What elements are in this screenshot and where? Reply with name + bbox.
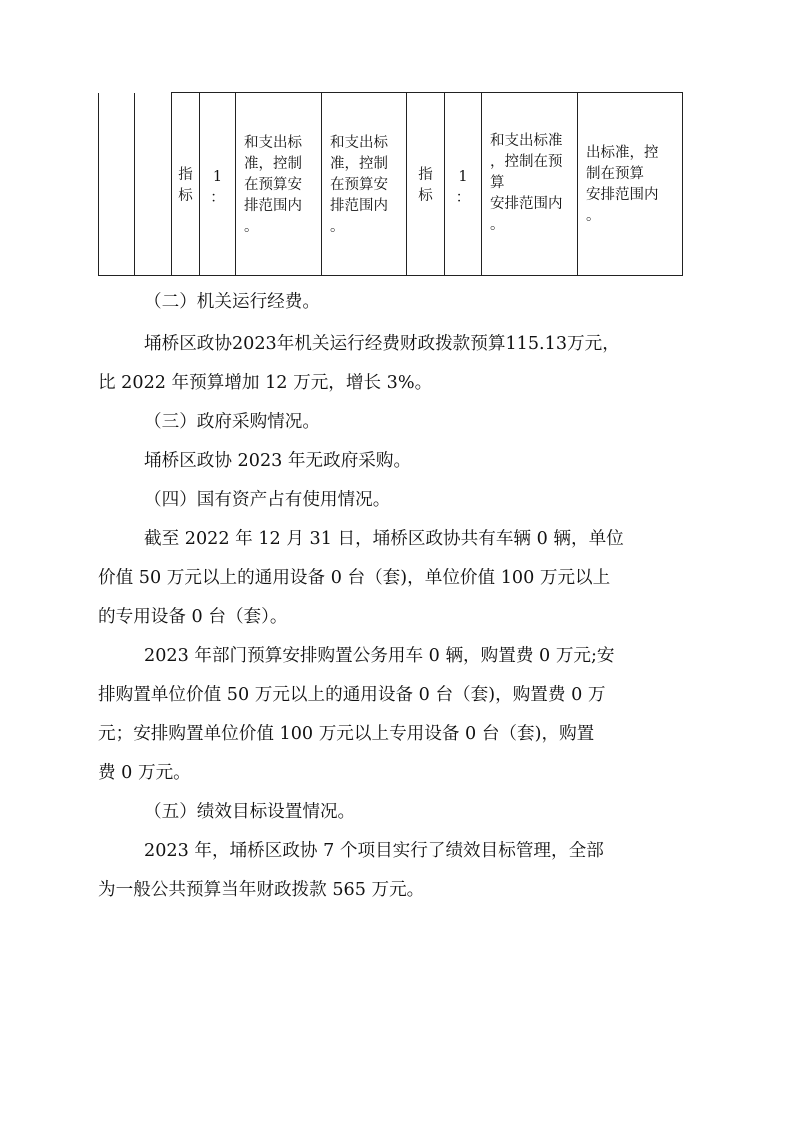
paragraph-line: 元；安排购置单位价值 100 万元以上专用设备 0 台（套)，购置 xyxy=(98,724,595,744)
table-cell-number-1 xyxy=(200,93,236,276)
section-heading-state-assets: （四）国有资产占有使用情况。 xyxy=(144,490,391,510)
paragraph-line: 埇桥区政协2023年机关运行经费财政拨款预算115.13万元， xyxy=(144,334,620,354)
paragraph-line: 埇桥区政协 2023 年无政府采购。 xyxy=(144,451,412,471)
paragraph-line: 排购置单位价值 50 万元以上的通用设备 0 台（套)，购置费 0 万 xyxy=(98,685,606,705)
table-cell-text-b xyxy=(322,93,407,276)
table-cell-indicator-1 xyxy=(172,93,200,276)
indicator-number-2: 1 ： xyxy=(455,169,471,206)
table-cell-number-2 xyxy=(445,93,482,276)
indicator-text-a: 和支出标 准，控制 在预算安 排范围内 。 xyxy=(244,135,302,235)
paragraph-line: 费 0 万元。 xyxy=(98,763,191,783)
indicator-number-1: 1 ： xyxy=(210,169,225,206)
indicator-text-b: 和支出标 准，控制 在预算安 排范围内 。 xyxy=(330,135,388,235)
section-heading-performance-goals: （五）绩效目标设置情况。 xyxy=(144,802,356,822)
indicator-text-c: 和支出标准 ，控制在预 算 安排范围内 。 xyxy=(490,133,563,233)
table-cell-indicator-2 xyxy=(407,93,445,276)
section-heading-government-procurement: （三）政府采购情况。 xyxy=(144,412,320,432)
paragraph-line: 价值 50 万元以上的通用设备 0 台（套)，单位价值 100 万元以上 xyxy=(98,568,611,588)
performance-indicator-table xyxy=(98,92,683,276)
paragraph-line: 为一般公共预算当年财政拨款 565 万元。 xyxy=(98,880,425,900)
indicator-text-d: 出标准，控 制在预算 安排范围内 。 xyxy=(586,145,659,224)
table-cell-text-d xyxy=(578,93,683,276)
paragraph-line: 的专用设备 0 台（套）。 xyxy=(98,607,288,627)
paragraph-line: 2023 年部门预算安排购置公务用车 0 辆，购置费 0 万元;安 xyxy=(144,646,615,666)
indicator-label-1: 指 标 xyxy=(178,167,193,204)
paragraph-line: 比 2022 年预算增加 12 万元，增长 3%。 xyxy=(98,373,433,393)
paragraph-line: 2023 年，埇桥区政协 7 个项目实行了绩效目标管理，全部 xyxy=(144,841,604,861)
table-cell-text-a xyxy=(236,93,322,276)
indicator-label-2: 指 标 xyxy=(418,167,433,204)
table-cell-empty-2 xyxy=(135,93,172,276)
table-cell-empty-1 xyxy=(99,93,135,276)
section-heading-operating-expenses: （二）机关运行经费。 xyxy=(144,292,320,312)
table-cell-text-c xyxy=(482,93,578,276)
paragraph-line: 截至 2022 年 12 月 31 日，埇桥区政协共有车辆 0 辆，单位 xyxy=(144,529,624,549)
